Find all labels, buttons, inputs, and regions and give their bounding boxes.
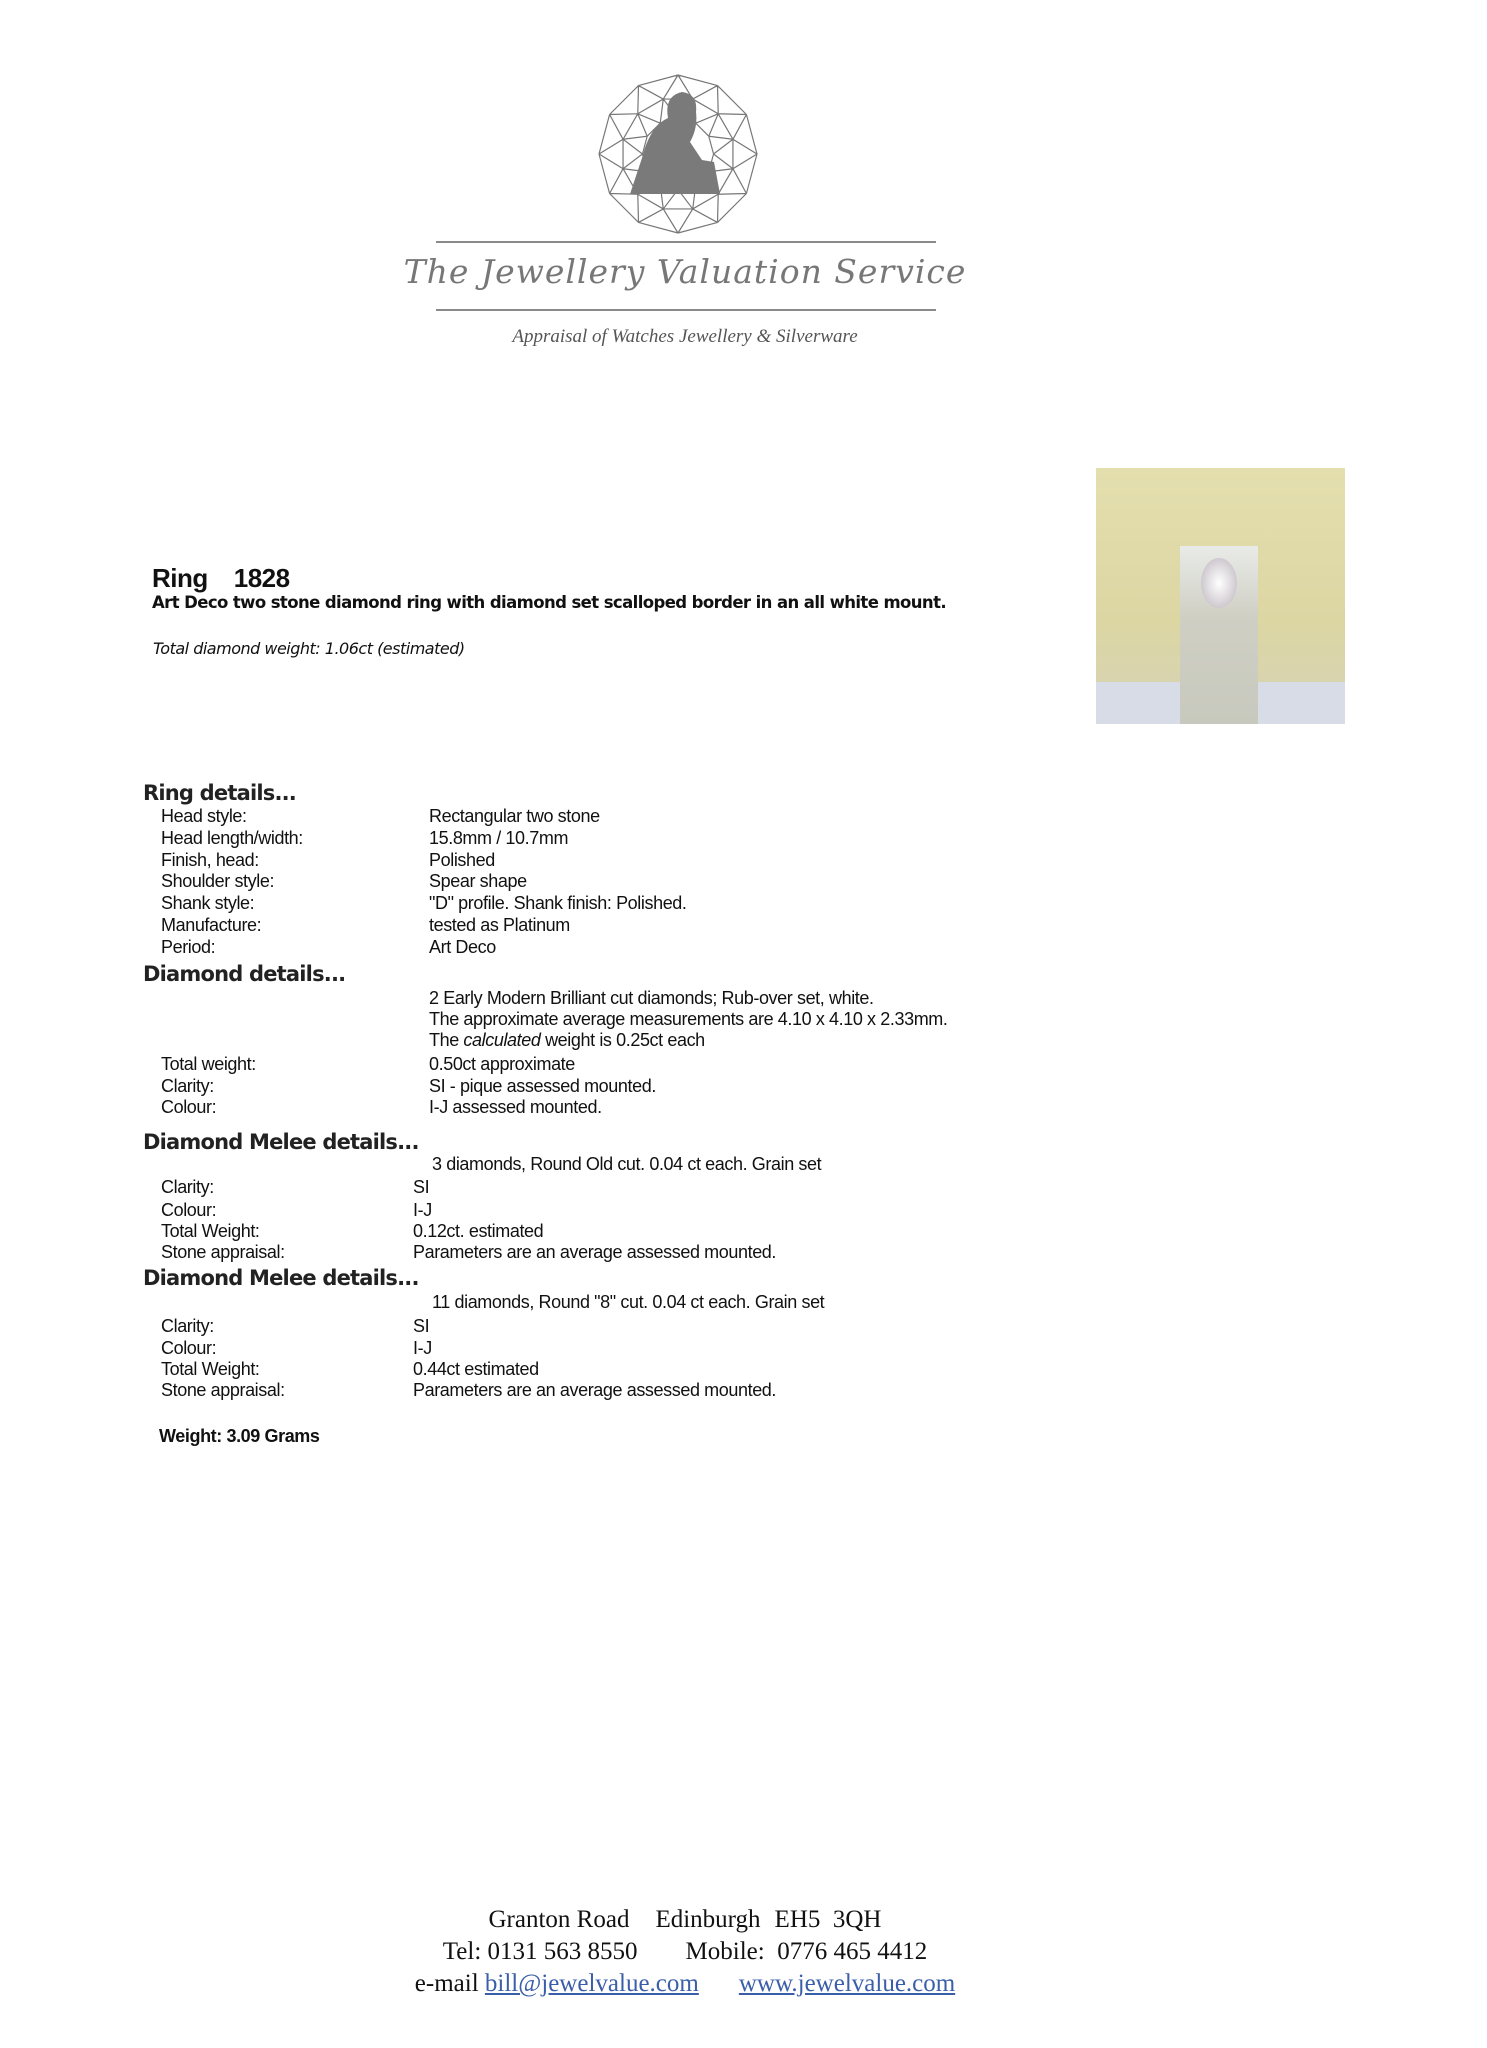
detail-value: 0.50ct approximate [429, 1054, 575, 1074]
detail-value: 0.44ct estimated [413, 1359, 539, 1379]
item-title [152, 563, 316, 594]
section-heading: Diamond Melee details... [143, 1130, 419, 1154]
section-heading: Ring details... [143, 781, 296, 805]
detail-value: tested as Platinum [429, 915, 570, 935]
detail-label: Clarity: [161, 1316, 214, 1336]
detail-intro: The calculated weight is 0.25ct each [429, 1030, 705, 1050]
detail-value: Parameters are an average assessed mounted. [413, 1380, 777, 1400]
detail-value: SI [413, 1177, 430, 1197]
detail-intro: 2 Early Modern Brilliant cut diamonds; Rub-over set, white. [429, 988, 874, 1008]
email-link[interactable]: bill@jewelvalue.com [484, 1970, 699, 1997]
detail-intro: 11 diamonds, Round "8" cut. 0.04 ct each. Grain set [432, 1292, 825, 1312]
detail-value: I-J [413, 1338, 432, 1358]
detail-value: "D" profile. Shank finish: Polished. [429, 893, 687, 913]
footer-address: Granton Road Edinburgh EH5 3QH [488, 1906, 882, 1933]
section-heading: Diamond Melee details... [143, 1266, 419, 1290]
ring-photo [1096, 468, 1345, 724]
detail-label: Clarity: [161, 1177, 214, 1197]
detail-value: I-J assessed mounted. [429, 1097, 602, 1117]
footer-contacts: e-mail bill@jewelvalue.com www.jewelvalue.com [414, 1970, 956, 1997]
detail-label: Clarity: [161, 1076, 214, 1096]
detail-label: Shank style: [161, 893, 255, 913]
item-type: Ring [152, 563, 208, 593]
detail-value: 0.12ct. estimated [413, 1221, 544, 1241]
detail-label: Colour: [161, 1338, 217, 1358]
detail-label: Total weight: [161, 1054, 256, 1074]
detail-value: SI - pique assessed mounted. [429, 1076, 656, 1096]
detail-label: Colour: [161, 1200, 217, 1220]
detail-label: Total Weight: [161, 1221, 260, 1241]
detail-intro: 3 diamonds, Round Old cut. 0.04 ct each. Grain set [432, 1154, 822, 1174]
detail-label: Shoulder style: [161, 871, 275, 891]
footer-phones: Tel: 0131 563 8550 Mobile: 0776 465 4412 [442, 1938, 928, 1965]
detail-label: Total Weight: [161, 1359, 260, 1379]
total-weight-grams: Weight: 3.09 Grams [159, 1426, 320, 1446]
detail-value: Parameters are an average assessed mounted. [413, 1242, 777, 1262]
tagline: Appraisal of Watches Jewellery & Silverware [512, 326, 858, 347]
brand-name: The Jewellery Valuation Service [403, 252, 967, 291]
detail-label: Head length/width: [161, 828, 303, 848]
detail-intro: The approximate average measurements are 4.10 x 4.10 x 2.33mm. [429, 1009, 948, 1029]
detail-label: Stone appraisal: [161, 1242, 285, 1262]
detail-value: 15.8mm / 10.7mm [429, 828, 569, 848]
header-rule-bottom [436, 309, 936, 311]
detail-value: Art Deco [429, 937, 496, 957]
detail-value: Spear shape [429, 871, 527, 891]
detail-value: SI [413, 1316, 430, 1336]
total-diamond-weight: Total diamond weight: 1.06ct (estimated) [153, 639, 465, 658]
item-number: 1828 [233, 563, 290, 593]
detail-label: Head style: [161, 806, 247, 826]
detail-label: Finish, head: [161, 850, 259, 870]
detail-label: Period: [161, 937, 216, 957]
detail-value: Rectangular two stone [429, 806, 600, 826]
item-description: Art Deco two stone diamond ring with diamond set scalloped border in an all white mount. [152, 593, 947, 612]
website-link[interactable]: www.jewelvalue.com [738, 1970, 956, 1997]
detail-label: Colour: [161, 1097, 217, 1117]
detail-label: Manufacture: [161, 915, 262, 935]
detail-label: Stone appraisal: [161, 1380, 285, 1400]
section-heading: Diamond details... [143, 962, 346, 986]
header-rule-top [436, 241, 936, 243]
detail-value: Polished [429, 850, 495, 870]
logo-diamond-icon [598, 66, 758, 236]
detail-value: I-J [413, 1200, 432, 1220]
